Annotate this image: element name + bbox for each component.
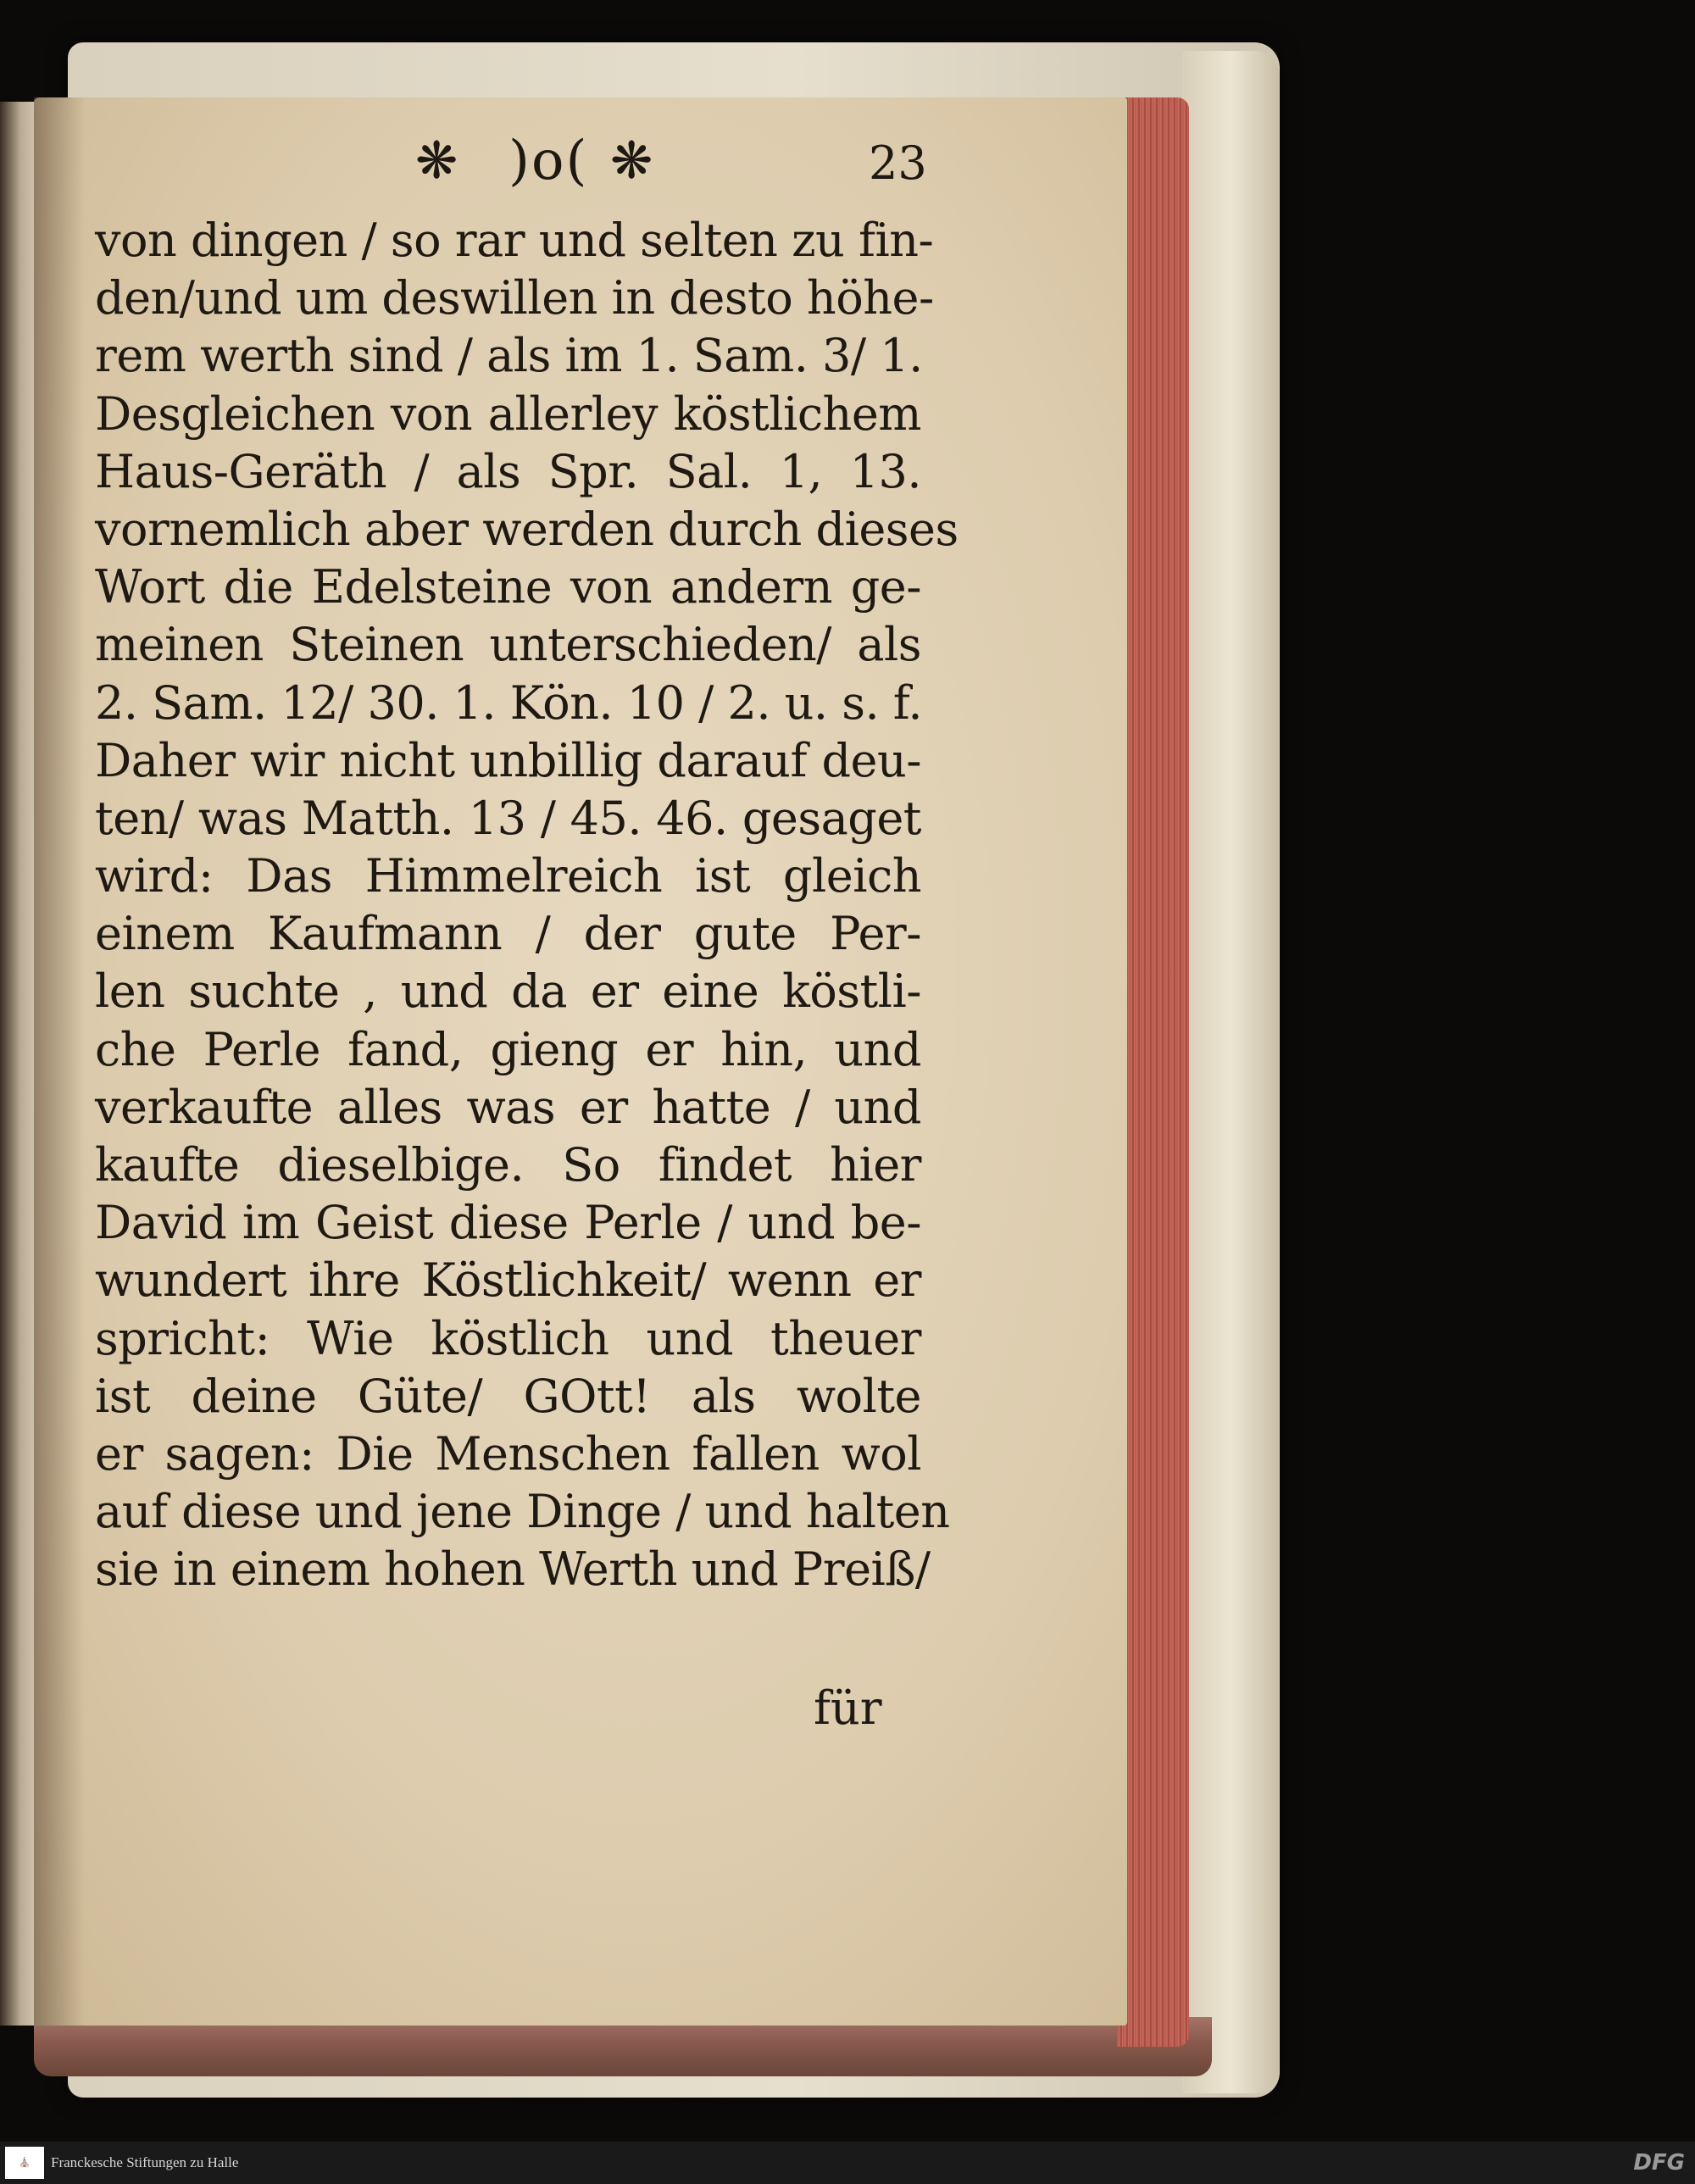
text-line: verkaufte alles was er hatte / und [95, 1080, 921, 1134]
text-line: einem Kaufmann / der gute Per- [95, 907, 921, 961]
text-line: len suchte , und da er eine köstli- [95, 964, 921, 1019]
text-line: ten/ was Matth. 13 / 45. 46. gesaget [95, 791, 921, 845]
flower-ornament-icon: ❋ [415, 131, 458, 191]
text-line: rem werth sind / als im 1. Sam. 3/ 1. [95, 329, 923, 383]
binding-bottom-edge [34, 2017, 1212, 2076]
running-head-mark: )o( [508, 130, 589, 192]
vellum-binding-right [1182, 51, 1280, 2093]
page-gutter-shadow [34, 97, 85, 2026]
text-line: spricht: Wie köstlich und theuer [95, 1311, 921, 1365]
text-line: kaufte dieselbige. So findet hier [95, 1138, 921, 1192]
institution-name[interactable]: Franckesche Stiftungen zu Halle [51, 2154, 239, 2170]
text-line: sie in einem hohen Werth und Preiß/ [95, 1542, 931, 1597]
text-line: 2. Sam. 12/ 30. 1. Kön. 10 / 2. u. s. f. [95, 675, 923, 730]
text-line: che Perle fand, gieng er hin, und [95, 1022, 921, 1076]
text-line: Desgleichen von allerley köstlichem [95, 386, 921, 441]
dfg-logo: DFG [1633, 2150, 1685, 2176]
viewer-footer [0, 2142, 1695, 2184]
text-line: ist deine Güte/ GOtt! als wolte [95, 1369, 921, 1423]
flower-ornament-icon: ❋ [610, 131, 653, 191]
page-number: 23 [869, 136, 927, 190]
text-line: meinen Steinen unterschieden/ als [95, 618, 921, 672]
text-line: den/und um deswillen in desto höhe- [95, 271, 934, 325]
body-text [95, 212, 959, 1599]
text-line: wundert ihre Köstlichkeit/ wenn er [95, 1253, 921, 1308]
text-line: von dingen / so rar und selten zu fin- [95, 214, 934, 267]
text-line: wird: Das Himmelreich ist gleich [95, 849, 921, 903]
text-line: Daher wir nicht unbillig darauf deu- [95, 733, 921, 787]
text-line: er sagen: Die Menschen fallen wol [95, 1426, 921, 1481]
text-line: auf diese und jene Dinge / und halten [95, 1485, 950, 1539]
text-line: Wort die Edelsteine von andern ge- [95, 560, 921, 614]
text-line: vornemlich aber werden durch dieses [95, 502, 959, 556]
text-line: David im Geist diese Perle / und be- [95, 1196, 921, 1250]
text-line: Haus-Geräth / als Spr. Sal. 1, 13. [95, 444, 921, 498]
catchword: für [814, 1681, 882, 1735]
institution-logo[interactable]: ⛪ [5, 2147, 44, 2179]
red-page-edges [1117, 97, 1189, 2047]
